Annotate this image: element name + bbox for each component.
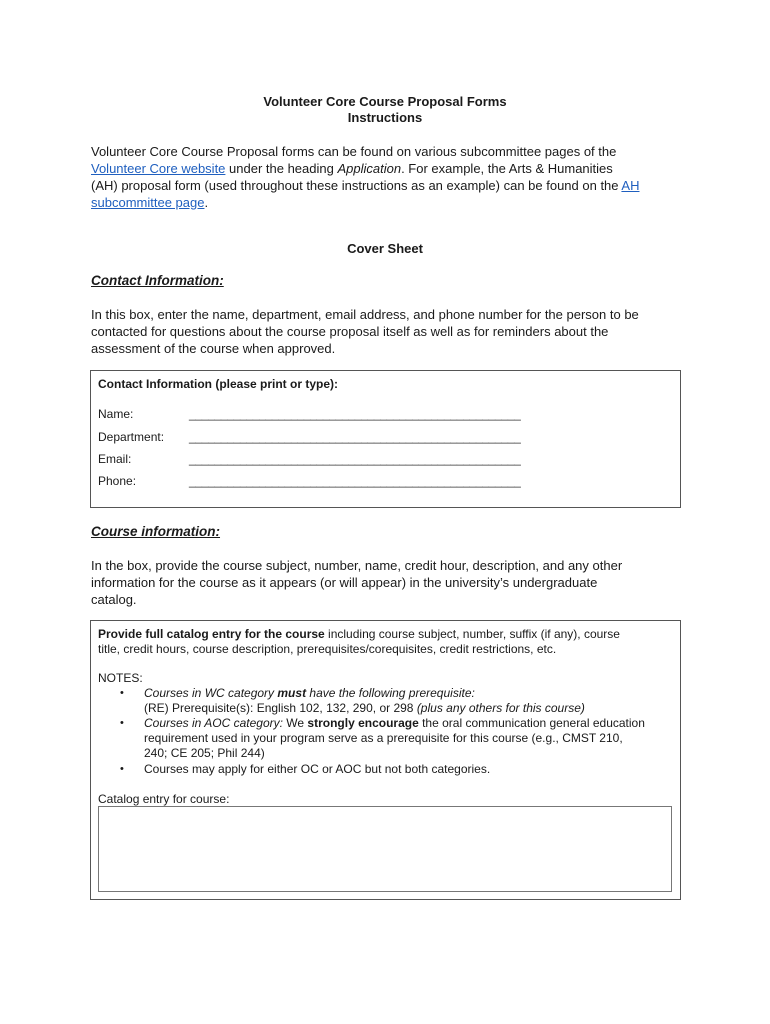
department-field[interactable]: ____________________________________________________ — [189, 430, 521, 444]
contact-description: In this box, enter the name, department, email address, and phone number for the person to be contacted for questions about the course proposal itself as well as for reminders about the assessment of the course when approved. — [91, 307, 639, 356]
bullet-2-marker: • — [120, 717, 124, 729]
notes-label: NOTES: — [98, 671, 143, 685]
phone-field[interactable]: ____________________________________________________ — [189, 474, 521, 488]
name-field[interactable]: ____________________________________________________ — [189, 407, 521, 421]
ah-link[interactable]: AH — [621, 178, 640, 193]
catalog-entry-input[interactable] — [98, 806, 672, 892]
course-info-box — [90, 620, 681, 900]
contact-section-heading: Contact Information: — [91, 273, 224, 288]
contact-info-box — [90, 370, 681, 508]
intro-paragraph — [91, 143, 691, 211]
course-description: In the box, provide the course subject, number, name, credit hour, description, and any other information for the course as it appears (or will appear) in the university’s undergraduate catalog. — [91, 558, 623, 607]
course-section-heading: Course information: — [91, 524, 221, 539]
note-bullet-3: Courses may apply for either OC or AOC but not both categories. — [144, 762, 491, 776]
intro-line-3: (AH) proposal form (used throughout these instructions as an example) can be found on the AH — [91, 178, 640, 193]
catalog-instructions: Provide full catalog entry for the course including course subject, number, suffix (if any), course title, credit hours, course description, prerequisites/corequisites, credit restrictions, etc. — [98, 627, 620, 656]
document-title: Volunteer Core Course Proposal Forms — [263, 94, 507, 109]
note-bullet-2: Courses in AOC category: We strongly encourage the oral communication general education requirement used in your program serve as a prerequisite for this course (e.g., CMST 210, 240; CE 205; Phil 244) — [144, 716, 645, 760]
subcommittee-page-link[interactable]: subcommittee page — [91, 195, 205, 210]
email-field[interactable]: ____________________________________________________ — [189, 452, 521, 466]
intro-line-2: Volunteer Core website under the heading Application. For example, the Arts & Humanities — [91, 161, 613, 176]
department-label: Department: — [98, 430, 165, 444]
email-label: Email: — [98, 452, 132, 466]
volunteer-core-website-link[interactable]: Volunteer Core website — [91, 161, 226, 176]
note-bullet-1: Courses in WC category must have the following prerequisite: (RE) Prerequisite(s): English 102, 132, 290, or 298 (plus any others for this course) — [144, 686, 585, 715]
phone-label: Phone: — [98, 474, 137, 488]
cover-sheet-heading: Cover Sheet — [347, 241, 423, 256]
contact-box-title: Contact Information (please print or type): — [98, 377, 339, 391]
bullet-1-marker: • — [120, 687, 124, 699]
name-label: Name: — [98, 407, 134, 421]
catalog-entry-label: Catalog entry for course: — [98, 792, 230, 806]
document-subtitle: Instructions — [347, 110, 423, 125]
intro-line-1: Volunteer Core Course Proposal forms can be found on various subcommittee pages of the — [91, 144, 617, 159]
bullet-3-marker: • — [120, 763, 124, 775]
intro-line-4: subcommittee page. — [91, 195, 209, 210]
